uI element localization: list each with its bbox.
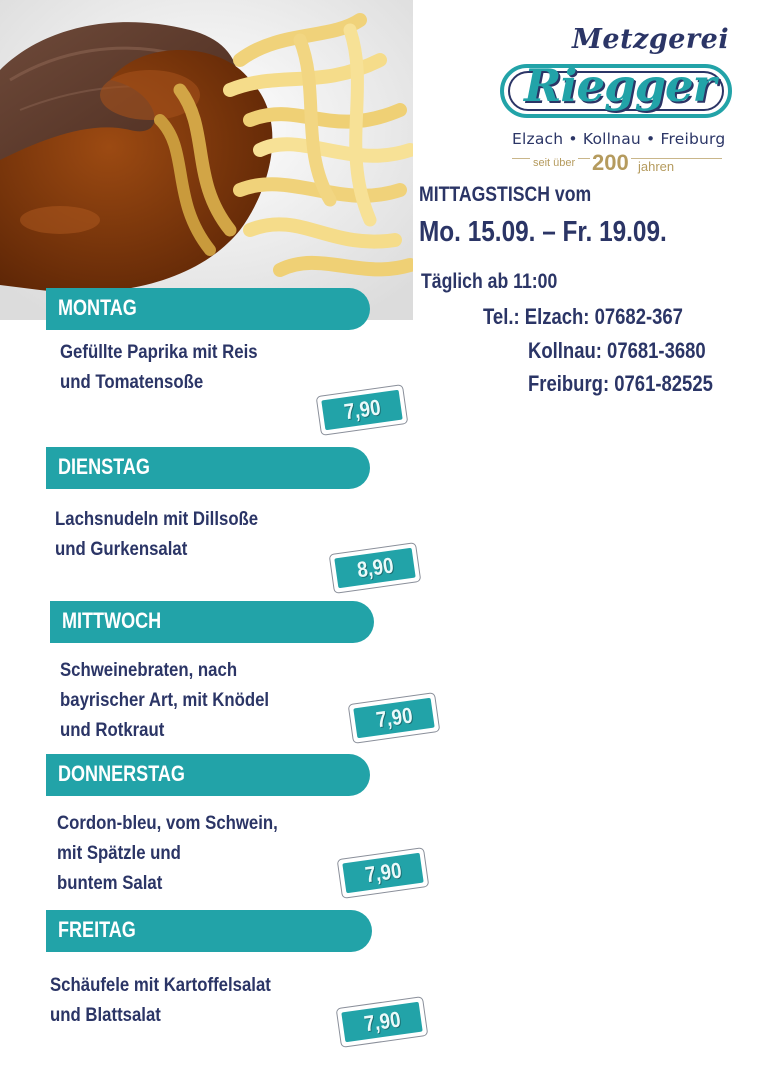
dish-line: Schäufele mit Kartoffelsalat bbox=[50, 974, 271, 996]
tel-elzach: Tel.: Elzach: 07682-367 bbox=[483, 304, 683, 329]
dish-line: Gefüllte Paprika mit Reis bbox=[60, 341, 258, 363]
day-label: FREITAG bbox=[58, 917, 136, 942]
price-tag-monday bbox=[316, 384, 409, 436]
dish-line: und Tomatensoße bbox=[60, 371, 204, 393]
logo bbox=[490, 20, 740, 190]
logo-since: seit über bbox=[530, 157, 578, 169]
dish-friday bbox=[50, 970, 271, 1030]
price-value: 7,90 bbox=[342, 394, 382, 425]
food-photo bbox=[0, 0, 413, 320]
day-bar-tuesday bbox=[46, 447, 370, 489]
logo-years-word: jahren bbox=[638, 159, 675, 174]
price-value: 7,90 bbox=[362, 1006, 402, 1037]
logo-places: Elzach • Kollnau • Freiburg bbox=[512, 130, 726, 148]
logo-name: Riegger bbox=[524, 59, 716, 112]
day-label: DIENSTAG bbox=[58, 454, 150, 479]
menu-title: MITTAGSTISCH vom bbox=[419, 183, 592, 206]
daily-time: Täglich ab 11:00 bbox=[421, 270, 558, 293]
price-tag-tuesday bbox=[329, 542, 422, 594]
roast-noodles-image bbox=[0, 0, 413, 320]
day-bar-friday bbox=[46, 910, 372, 952]
dish-thursday bbox=[57, 808, 278, 898]
price-value: 7,90 bbox=[374, 702, 414, 733]
day-bar-wednesday bbox=[50, 601, 374, 643]
day-label: MITTWOCH bbox=[62, 608, 162, 633]
day-label: DONNERSTAG bbox=[58, 761, 185, 786]
day-bar-thursday bbox=[46, 754, 370, 796]
day-bar-monday bbox=[46, 288, 370, 330]
dish-line: und Gurkensalat bbox=[55, 538, 188, 560]
day-label: MONTAG bbox=[58, 295, 137, 320]
dish-monday bbox=[60, 337, 258, 397]
price-tag-wednesday bbox=[348, 692, 441, 744]
logo-years-number: 200 bbox=[592, 150, 629, 175]
tel-kollnau: Kollnau: 07681-3680 bbox=[528, 338, 706, 363]
price-tag-friday bbox=[336, 996, 429, 1048]
dish-tuesday bbox=[55, 504, 258, 564]
dish-line: Schweinebraten, nach bbox=[60, 659, 238, 681]
price-value: 7,90 bbox=[363, 857, 403, 888]
dish-wednesday bbox=[60, 655, 269, 745]
dish-line: und Rotkraut bbox=[60, 719, 165, 741]
dish-line: Lachsnudeln mit Dillsoße bbox=[55, 508, 259, 530]
logo-metzgerei: Metzgerei bbox=[572, 24, 730, 55]
dish-line: mit Spätzle und bbox=[57, 842, 181, 864]
menu-dates: Mo. 15.09. – Fr. 19.09. bbox=[419, 216, 667, 248]
dish-line: und Blattsalat bbox=[50, 1004, 161, 1026]
price-value: 8,90 bbox=[355, 552, 395, 583]
price-tag-thursday bbox=[337, 847, 430, 899]
dish-line: buntem Salat bbox=[57, 872, 163, 894]
dish-line: bayrischer Art, mit Knödel bbox=[60, 689, 270, 711]
dish-line: Cordon-bleu, vom Schwein, bbox=[57, 812, 278, 834]
tel-freiburg: Freiburg: 0761-82525 bbox=[528, 371, 713, 396]
